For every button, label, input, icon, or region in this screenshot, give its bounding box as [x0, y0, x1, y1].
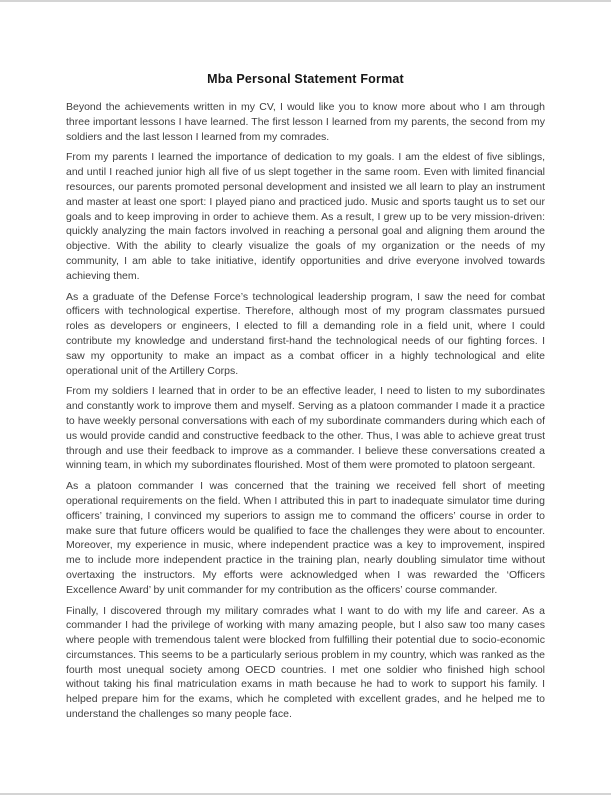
document-title: Mba Personal Statement Format [207, 72, 404, 86]
paragraph-platoon-commander: As a platoon commander I was concerned that the training we received fell short of meeting operational requirements on the field. When I attributed this in part to inadequate simulator time during officers’ training, I convinced my superiors to assign me to command the officers’ course in order to make sure that future officers would be qualified to face the challenges they were about to encounter. Moreover, my experience in music, where independent practice was a key to improvement, inspired me to include more independent practice in the training plan, nearly doubling simulator time without overtaxing the instructors. My efforts were acknowledged when I was rewarded the ‘Officers Excellence Award’ by unit commander for my contribution as the officers’ course commander. [66, 480, 545, 596]
paragraph-intro: Beyond the achievements written in my CV, I would like you to know more about who I am through three important lessons I have learned. The first lesson I learned from my parents, the second from my soldiers and the last lesson I learned from my comrades. [66, 101, 545, 143]
paragraph-defense-force: As a graduate of the Defense Force’s technological leadership program, I saw the need for combat officers with technological expertise. Therefore, although most of my program classmates pursued roles as developers or engineers, I elected to fill a demanding role in a field unit, where I could contribute my knowledge and understand first-hand the technological needs of our fighting forces. I saw my opportunity to make an impact as a combat officer in a highly technological and elite operational unit of the Artillery Corps. [66, 290, 545, 377]
paragraph-parents-lesson: From my parents I learned the importance of dedication to my goals. I am the eldest of five siblings, and until I reached junior high all five of us slept together in the same room. Even with limited financial resources, our parents promoted personal development and insisted we all learn to play an instrument and master at least one sport: I played piano and practiced judo. Music and sports taught us to set our goals and to keep improving in order to achieve them. As a result, I grew up to be very mission-driven: quickly analyzing the main factors involved in reaching a personal goal and aligning them around the objective. With the ability to clearly visualize the goals of my organization or the needs of my community, I am able to take initiative, identify opportunities and drive everyone involved towards achieving them. [66, 151, 545, 282]
document-body [66, 100, 545, 722]
paragraph-soldiers-lesson: From my soldiers I learned that in order to be an effective leader, I need to listen to my subordinates and constantly work to improve them and myself. Serving as a platoon commander I made it a practice to have weekly personal conversations with each of my subordinate commanders during which each of us would provide candid and constructive feedback to the other. Thus, I was able to achieve great trust through and use their feedback to improve as a commander. I believe these conversations created a winning team, in which my subordinates flourished. Most of them were promoted to platoon sergeant. [66, 385, 545, 472]
paragraph-comrades-lesson: Finally, I discovered through my military comrades what I want to do with my life and career. As a commander I had the privilege of working with many amazing people, but I also saw too many cases where people with tremendous talent were blocked from fulfilling their potential due to socio-economic circumstances. This seems to be a particularly serious problem in my country, which was ranked as the fourth most unequal society among OECD countries. I met one soldier who finished high school without taking his final matriculation exams in math because he had to work to support his family. I helped prepare him for the exams, which he completed with excellent grades, and he helped me to understand the challenges so many people face. [66, 604, 545, 721]
